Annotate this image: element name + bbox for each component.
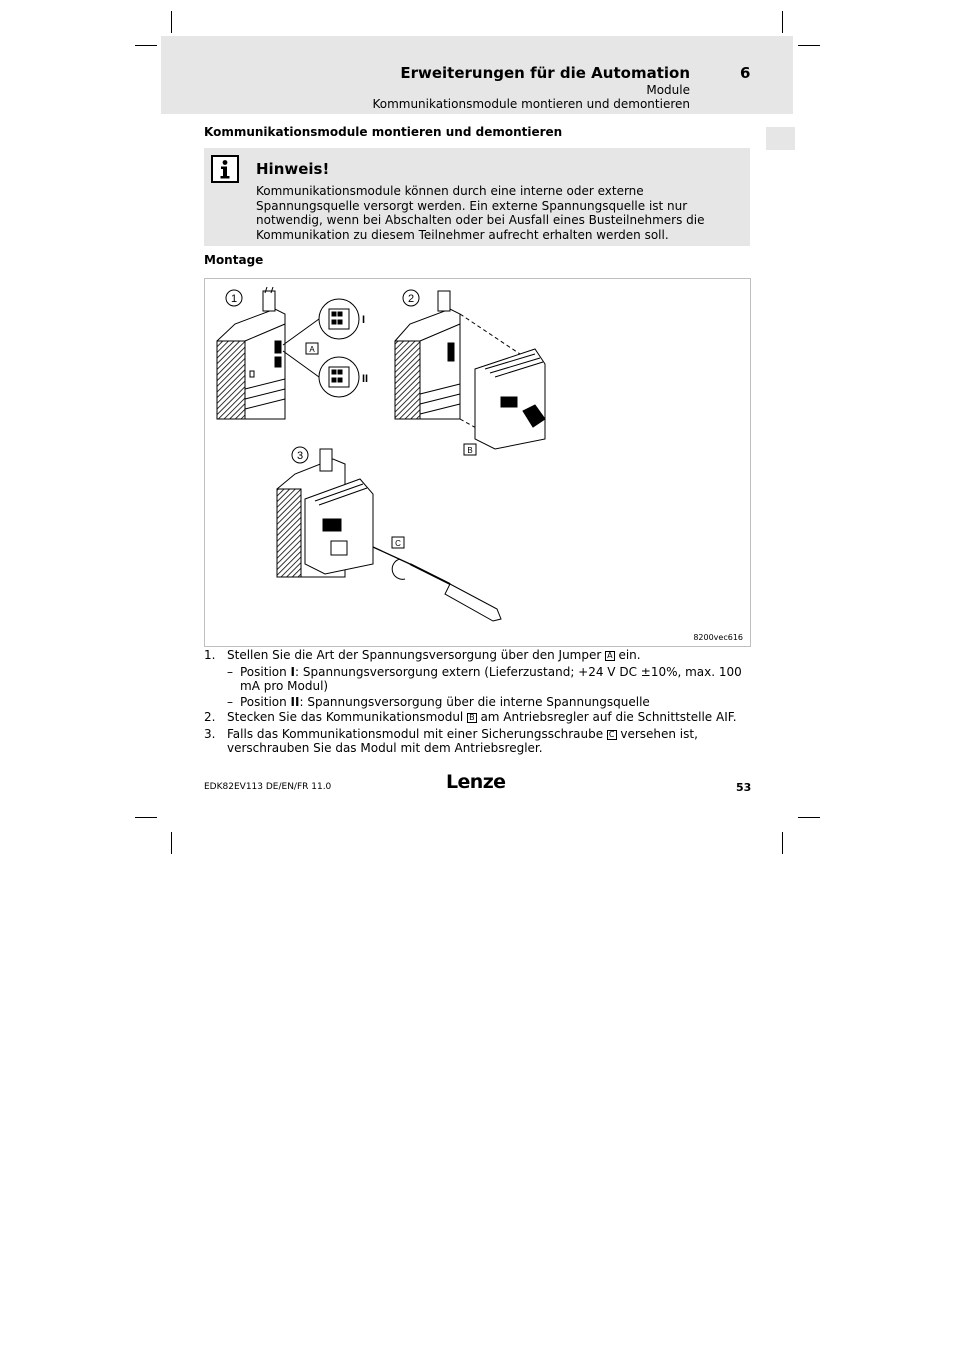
list-number: 2. [204, 710, 216, 724]
crop-mark [798, 817, 820, 818]
callout-c: C [395, 539, 401, 548]
note-box [204, 148, 750, 246]
dash: – [227, 664, 233, 679]
step-text: ein. [618, 648, 641, 662]
list-number: 1. [204, 648, 216, 662]
chapter-title: Erweiterungen für die Automation [400, 64, 690, 82]
step-text: Stecken Sie das Kommunikationsmodul [227, 710, 464, 724]
step-text: Falls das Kommunikationsmodul mit einer Sicherungsschraube [227, 726, 604, 741]
header-subtitle-1: Module [646, 83, 690, 97]
page-number: 53 [736, 781, 752, 794]
step-text: Stellen Sie die Art der Spannungsversorgung über den Jumper [227, 648, 602, 662]
montage-heading: Montage [204, 253, 264, 267]
crop-mark [782, 11, 783, 33]
callout-a: A [309, 345, 315, 354]
list-item [204, 648, 750, 663]
sub-text: : Spannungsversorgung über die interne Spannungsquelle [299, 694, 650, 709]
mounting-illustration [205, 279, 750, 646]
note-text: Kommunikationsmodule können durch eine interne oder externe Spannungsquelle versorgt werden. Ein externe Spannungsquelle ist nur notwendig, wenn bei Abschalten oder bei Ausfall eines Busteilnehmers die Kommunikation zu diesem Teilnehmer aufrecht erhalten werden soll. [256, 184, 705, 242]
crop-mark [171, 11, 172, 33]
instruction-list [204, 648, 750, 758]
figure-code: 8200vec616 [693, 633, 743, 642]
document-id: EDK82EV113 DE/EN/FR 11.0 [204, 782, 332, 792]
dash: – [227, 694, 233, 709]
crop-mark [135, 817, 157, 818]
crop-mark [798, 45, 820, 46]
sub-bold: I [290, 664, 296, 679]
crop-mark [782, 832, 783, 854]
position-label-i: I [362, 314, 366, 326]
list-item [204, 710, 750, 725]
step-text: am Antriebsregler auf die Schnittstelle AIF. [480, 710, 737, 724]
section-heading: Kommunikationsmodule montieren und demontieren [204, 125, 563, 139]
crop-mark [171, 832, 172, 854]
step-text: versehen ist, verschrauben Sie das Modul mit dem Antriebsregler. [227, 726, 698, 755]
marker-c: C [608, 729, 615, 739]
step-label-1: 1 [230, 293, 238, 305]
sub-prefix: Position [240, 664, 291, 679]
list-subitem [204, 665, 750, 694]
step-label-2: 2 [407, 293, 415, 305]
lenze-logo: Lenze [446, 771, 506, 793]
header-subtitle-2: Kommunikationsmodule montieren und demontieren [372, 97, 690, 111]
sub-prefix: Position [240, 694, 291, 709]
chapter-number: 6 [740, 64, 751, 82]
crop-mark [135, 45, 157, 46]
list-subitem [204, 695, 750, 710]
sub-text: : Spannungsversorgung extern (Lieferzustand; +24 V DC ±10%, max. 100 mA pro Modul) [240, 664, 742, 693]
callout-b: B [467, 446, 473, 455]
list-number: 3. [204, 726, 216, 741]
note-title: Hinweis! [256, 160, 330, 178]
position-label-ii: II [362, 373, 369, 385]
chapter-side-tab [766, 127, 795, 150]
info-icon [211, 155, 239, 183]
marker-b: B [469, 713, 475, 722]
marker-a: A [607, 651, 613, 660]
mounting-figure [204, 278, 751, 647]
list-item [204, 727, 750, 756]
sub-bold: II [290, 694, 300, 709]
step-label-3: 3 [296, 450, 304, 462]
